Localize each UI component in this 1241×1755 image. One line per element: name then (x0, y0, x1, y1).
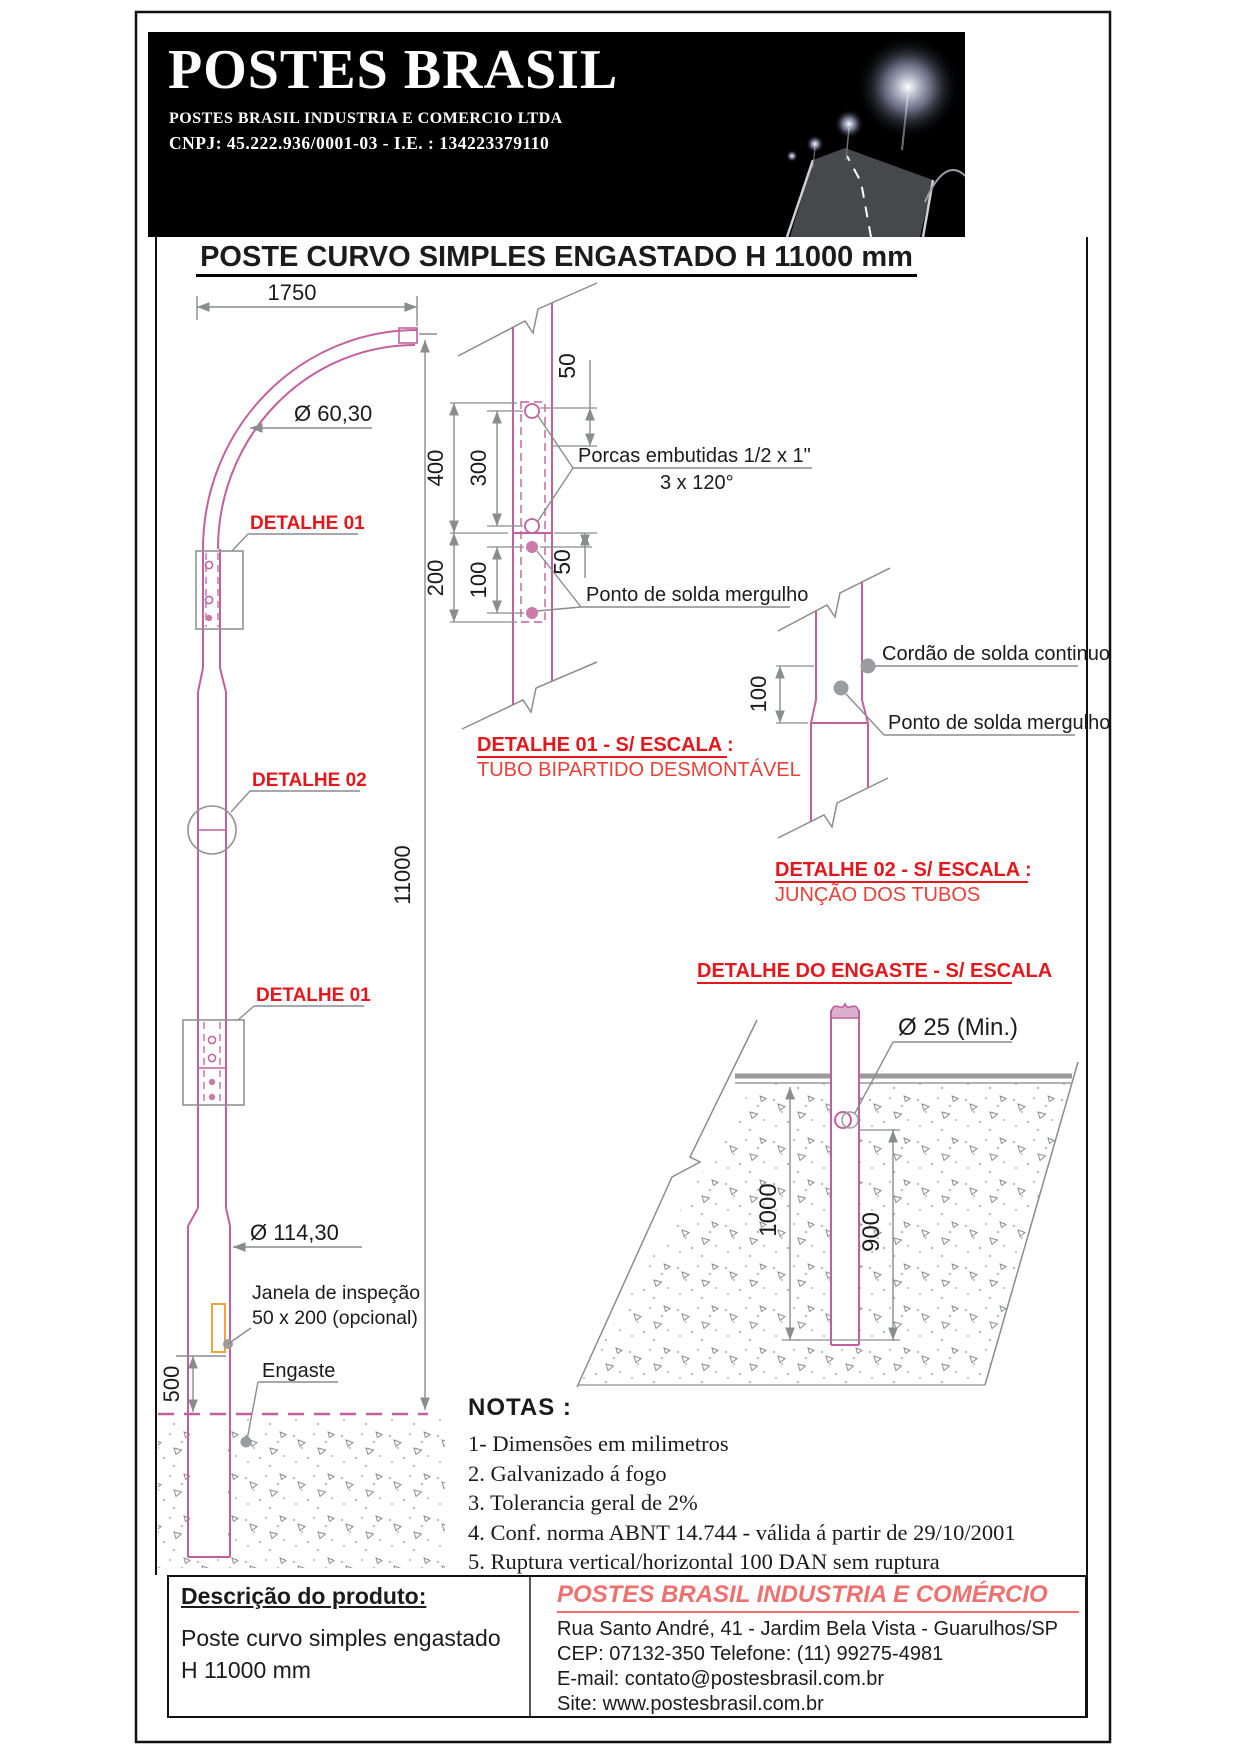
dia-top-label: Ø 60,30 (294, 401, 373, 426)
dim-11000-label: 11000 (390, 845, 415, 905)
engaste-1000: 1000 (755, 1183, 782, 1237)
inspection-label-1: Janela de inspeção (252, 1282, 421, 1304)
d01-50-bottom: 50 (549, 549, 575, 575)
notes-block (468, 1394, 1096, 1577)
header-banner (148, 32, 965, 237)
logo-cnpj: CNPJ: 45.222.936/0001-03 - I.E. : 134223379110 (169, 133, 550, 153)
ponto-solda-label: Ponto de solda mergulho (586, 584, 809, 606)
cordao-label: Cordão de solda continuo (882, 643, 1110, 665)
d01-50-top: 50 (554, 353, 580, 379)
d01-100: 100 (466, 561, 491, 599)
ponto-dot (834, 681, 849, 696)
company-address: Rua Santo André, 41 - Jardim Bela Vista - Guarulhos/SP (557, 1618, 1059, 1640)
note-item: 3. Tolerancia geral de 2% (468, 1490, 698, 1515)
porcas-label-1: Porcas embutidas 1/2 x 1" (578, 445, 811, 467)
d01-300: 300 (466, 449, 491, 487)
logo-subtitle: POSTES BRASIL INDUSTRIA E COMERCIO LTDA (169, 110, 563, 127)
engaste-dia-label: Ø 25 (Min.) (898, 1014, 1019, 1041)
detail02-view (746, 568, 1110, 906)
product-description-heading: Descrição do produto: (181, 1583, 427, 1609)
company-name: POSTES BRASIL INDUSTRIA E COMÉRCIO (557, 1581, 1079, 1613)
callout-detalhe02: DETALHE 02 (252, 770, 367, 791)
dia-bottom-label: Ø 114,30 (250, 1220, 339, 1245)
engaste-label: Engaste (262, 1360, 336, 1382)
d02-100: 100 (746, 675, 771, 713)
pole-outline (188, 328, 417, 1414)
dim-500-label: 500 (159, 1365, 184, 1403)
cordao-dot (861, 659, 876, 674)
note-item: 4. Conf. norma ABNT 14.744 - válida á partir de 29/10/2001 (468, 1519, 1016, 1545)
dim-1750-label: 1750 (267, 280, 317, 305)
detail02-caption-title: DETALHE 02 - S/ ESCALA : (775, 859, 1032, 881)
product-description-cell (169, 1577, 531, 1716)
note-item: 2. Galvanizado á fogo (468, 1460, 667, 1486)
company-site: Site: www.postesbrasil.com.br (557, 1693, 824, 1715)
company-info-cell (531, 1577, 1085, 1716)
notes-heading: NOTAS : (468, 1394, 572, 1421)
dim-11000 (419, 334, 437, 1410)
logo-title: POSTES BRASIL (168, 39, 619, 101)
pole-elevation (158, 280, 445, 1568)
detail01-caption-title: DETALHE 01 - S/ ESCALA : (477, 734, 734, 756)
engaste-caption: DETALHE DO ENGASTE - S/ ESCALA (697, 960, 1053, 982)
d01-400: 400 (423, 449, 448, 487)
inspection-window (212, 1304, 225, 1352)
porcas-label-2: 3 x 120° (660, 472, 734, 494)
detail01-caption-sub: TUBO BIPARTIDO DESMONTÁVEL (477, 759, 801, 781)
engaste-900: 900 (858, 1211, 885, 1253)
engaste-view (577, 960, 1078, 1387)
callout-detalhe01-bottom: DETALHE 01 (256, 985, 371, 1006)
note-item: 1- Dimensões em milimetros (468, 1431, 729, 1456)
document-title-bar (148, 241, 965, 274)
product-name-line1: Poste curvo simples engastado (181, 1625, 501, 1651)
note-item: 5. Ruptura vertical/horizontal 100 DAN sem ruptura (468, 1549, 940, 1574)
detail02-caption-sub: JUNÇÃO DOS TUBOS (775, 884, 981, 906)
inspection-label-2: 50 x 200 (opcional) (252, 1307, 418, 1329)
banner-photo (695, 32, 965, 237)
document-title: POSTE CURVO SIMPLES ENGASTADO H 11000 mm (196, 241, 917, 277)
joint-bottom (183, 1020, 244, 1105)
title-block (167, 1575, 1087, 1718)
ponto-solda-label-2: Ponto de solda mergulho (888, 712, 1111, 734)
company-cep-phone: CEP: 07132-350 Telefone: (11) 99275-4981 (557, 1643, 944, 1665)
product-name-line2: H 11000 mm (181, 1657, 311, 1683)
d01-200: 200 (423, 559, 448, 597)
callout-detalhe01-top: DETALHE 01 (250, 513, 365, 534)
company-email: E-mail: contato@postesbrasil.com.br (557, 1668, 885, 1690)
